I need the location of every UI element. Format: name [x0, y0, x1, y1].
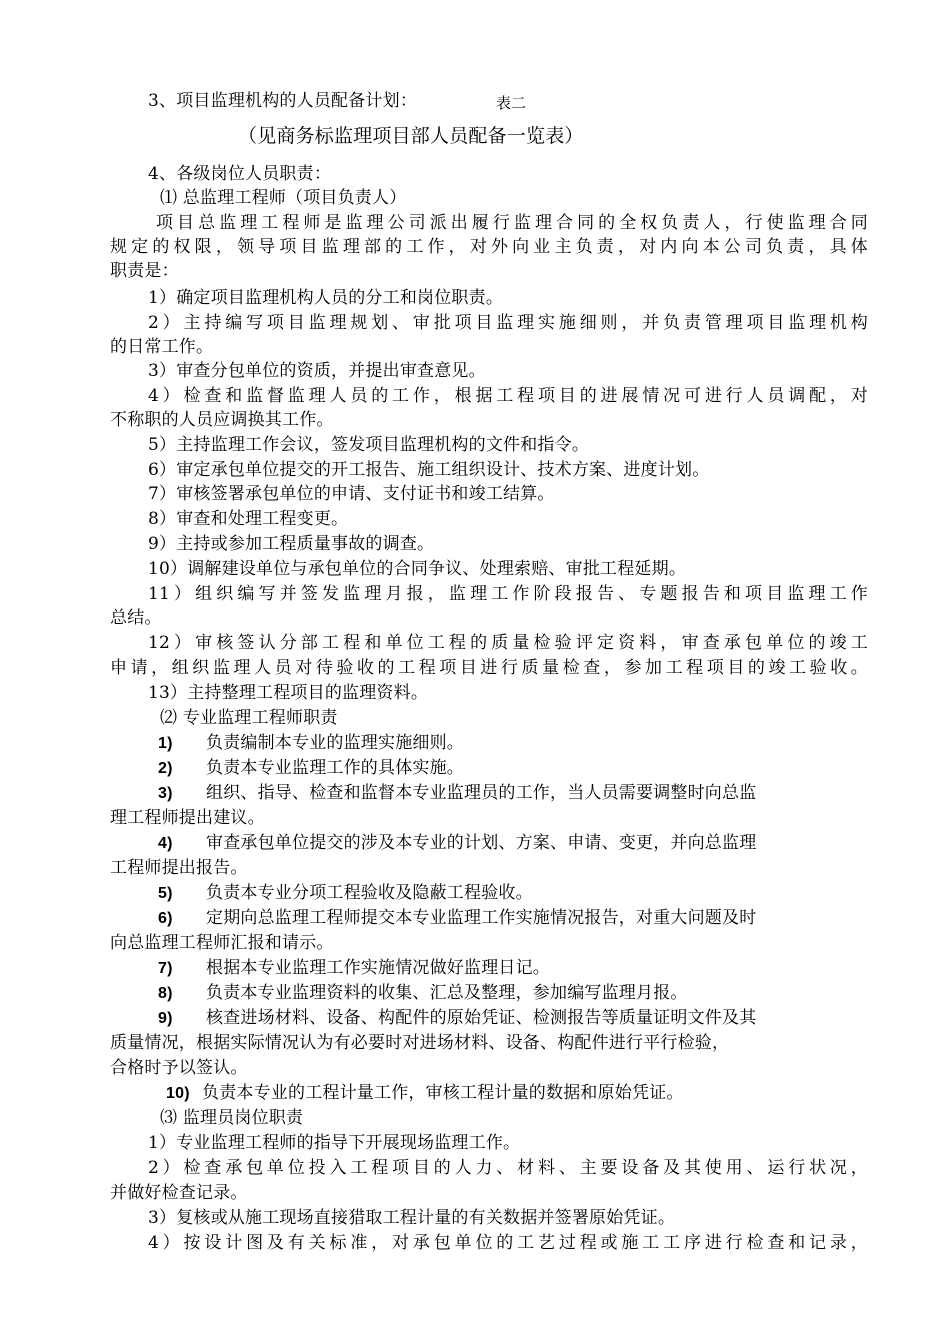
- chief-duty: 不称职的人员应调换其工作。: [110, 410, 334, 430]
- specialist-duty: [158, 956, 550, 981]
- duty-text: 审查承包单位提交的涉及本专业的计划、方案、申请、变更，并向总监理: [206, 833, 757, 853]
- chief-engineer-heading: ⑴ 总监理工程师（项目负责人）: [160, 188, 407, 208]
- duty-text: 组织、指导、检查和监督本专业监理员的工作，当人员需要调整时向总监: [206, 783, 757, 803]
- table-reference: 表二: [496, 94, 527, 112]
- chief-intro-line: 项目总监理工程师是监理公司派出履行监理合同的全权负责人，行使监理合同: [156, 213, 868, 233]
- duty-text: 定期向总监理工程师提交本专业监理工作实施情况报告，对重大问题及时: [206, 908, 757, 928]
- inspector-duty: 并做好检查记录。: [110, 1183, 248, 1203]
- duty-text: 核查进场材料、设备、构配件的原始凭证、检测报告等质量证明文件及其: [206, 1008, 757, 1028]
- chief-duty: 申请，组织监理人员对待验收的工程项目进行质量检查，参加工程项目的竣工验收。: [110, 658, 868, 678]
- section-4-title: 4、各级岗位人员职责：: [148, 164, 332, 184]
- specialist-duty: [158, 831, 756, 856]
- specialist-duty: [158, 906, 756, 931]
- chief-duty: 8）审查和处理工程变更。: [148, 509, 349, 529]
- specialist-engineer-heading: ⑵ 专业监理工程师职责: [160, 708, 338, 728]
- specialist-duty: [158, 781, 756, 806]
- chief-duty: 6）审定承包单位提交的开工报告、施工组织设计、技术方案、进度计划。: [148, 460, 710, 480]
- chief-duty: 3）审查分包单位的资质，并提出审查意见。: [148, 361, 486, 381]
- duty-text: 负责本专业分项工程验收及隐蔽工程验收。: [206, 883, 533, 903]
- inspector-duty: 2）检查承包单位投入工程项目的人力、材料、主要设备及其使用、运行状况，: [148, 1158, 868, 1178]
- specialist-duty-continued: 理工程师提出建议。: [110, 808, 265, 828]
- inspector-duty: 3）复核或从施工现场直接猎取工程计量的有关数据并签署原始凭证。: [148, 1208, 676, 1228]
- chief-duty: 总结。: [110, 608, 162, 628]
- item-number: 6): [158, 910, 173, 927]
- section-3-title: 3、项目监理机构的人员配备计划：: [148, 91, 418, 111]
- chief-duty: 5）主持监理工作会议，签发项目监理机构的文件和指令。: [148, 435, 590, 455]
- chief-intro-line: 规定的权限，领导项目监理部的工作，对外向业主负责，对内向本公司负责，具体: [110, 237, 868, 257]
- specialist-duty: [158, 881, 533, 906]
- specialist-duty: [158, 981, 688, 1006]
- duty-text: 负责本专业的工程计量工作，审核工程计量的数据和原始凭证。: [202, 1083, 684, 1103]
- item-number: 9): [158, 1010, 173, 1027]
- specialist-duty-continued: 向总监理工程师汇报和请示。: [110, 933, 334, 953]
- specialist-duty: [158, 731, 464, 756]
- chief-duty: 11）组织编写并签发监理月报，监理工作阶段报告、专题报告和项目监理工作: [148, 584, 868, 604]
- chief-duty: 13）主持整理工程项目的监理资料。: [148, 683, 429, 703]
- chief-duty: 的日常工作。: [110, 337, 214, 357]
- duty-text: 根据本专业监理工作实施情况做好监理日记。: [206, 958, 550, 978]
- specialist-duty-continued: 合格时予以签认。: [110, 1058, 248, 1078]
- chief-duty: 10）调解建设单位与承包单位的合同争议、处理索赔、审批工程延期。: [148, 559, 687, 579]
- inspector-heading: ⑶ 监理员岗位职责: [160, 1108, 304, 1128]
- item-number: 8): [158, 985, 173, 1002]
- specialist-duty-continued: 质量情况，根据实际情况认为有必要时对进场材料、设备、构配件进行平行检验，: [110, 1033, 730, 1053]
- item-number: 7): [158, 960, 173, 977]
- duty-text: 负责编制本专业的监理实施细则。: [206, 733, 464, 753]
- item-number: 3): [158, 785, 173, 802]
- section-3-subtitle: （见商务标监理项目部人员配备一览表）: [238, 125, 584, 147]
- duty-text: 负责本专业监理资料的收集、汇总及整理，参加编写监理月报。: [206, 983, 688, 1003]
- item-number: 10): [166, 1085, 190, 1102]
- item-number: 1): [158, 735, 173, 752]
- chief-duty: 1）确定项目监理机构人员的分工和岗位职责。: [148, 288, 504, 308]
- item-number: 5): [158, 885, 173, 902]
- chief-duty: 9）主持或参加工程质量事故的调查。: [148, 534, 435, 554]
- item-number: 4): [158, 835, 173, 852]
- chief-duty: 7）审核签署承包单位的申请、支付证书和竣工结算。: [148, 484, 555, 504]
- chief-duty: 4）检查和监督监理人员的工作，根据工程项目的进展情况可进行人员调配，对: [148, 386, 868, 406]
- chief-intro-line: 职责是：: [110, 261, 179, 281]
- inspector-duty: 1）专业监理工程师的指导下开展现场监理工作。: [148, 1133, 521, 1153]
- chief-duty: 2）主持编写项目监理规划、审批项目监理实施细则，并负责管理项目监理机构: [148, 313, 868, 333]
- duty-text: 负责本专业监理工作的具体实施。: [206, 758, 464, 778]
- specialist-duty-continued: 工程师提出报告。: [110, 858, 248, 878]
- item-number: 2): [158, 760, 173, 777]
- specialist-duty: [158, 1006, 756, 1031]
- inspector-duty: 4）按设计图及有关标准，对承包单位的工艺过程或施工工序进行检查和记录，: [148, 1233, 868, 1253]
- chief-duty: 12）审核签认分部工程和单位工程的质量检验评定资料，审查承包单位的竣工: [148, 633, 868, 653]
- specialist-duty: [158, 756, 464, 781]
- specialist-duty: [166, 1081, 684, 1106]
